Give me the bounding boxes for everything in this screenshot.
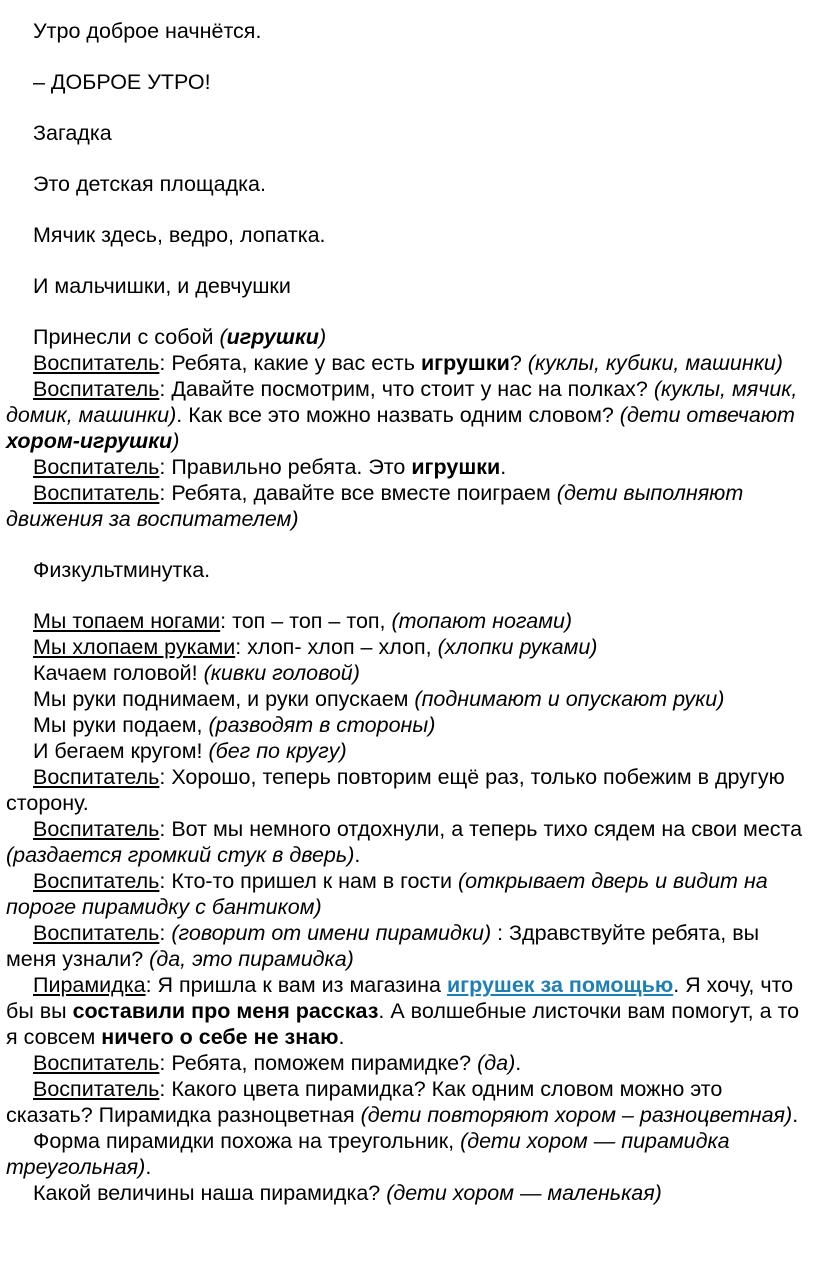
riddle-line-3: И мальчишки, и девчушки <box>33 274 291 298</box>
poem-line-6: И бегаем кругом! (бег по кругу) <box>33 739 347 763</box>
dialogue-6: Воспитатель: Вот мы немного отдохнули, а теперь тихо сядем на свои места (раздается громкий стук в дверь). <box>6 817 803 867</box>
dialogue-1: Воспитатель: Ребята, какие у вас есть игрушки? (куклы, кубики, машинки) <box>33 351 783 375</box>
dialogue-2: Воспитатель: Давайте посмотрим, что стоит у нас на полках? (куклы, мячик, домик, машинки). Как все это можно назвать одним словом? (дети отвечают хором-игрушки) <box>6 377 798 453</box>
speaker-label: Воспитатель <box>33 869 160 893</box>
riddle-heading: Загадка <box>33 121 112 145</box>
speaker-label: Воспитатель <box>33 481 160 505</box>
dialogue-5: Воспитатель: Хорошо, теперь повторим ещё раз, только побежим в другую сторону. <box>6 765 785 815</box>
speaker-label: Воспитатель <box>33 1051 160 1075</box>
section-heading: Физкультминутка. <box>33 558 211 582</box>
speaker-label: Воспитатель <box>33 817 160 841</box>
riddle-line-2: Мячик здесь, ведро, лопатка. <box>33 223 326 247</box>
intro-line-2: – ДОБРОЕ УТРО! <box>33 70 211 94</box>
intro-line-1: Утро доброе начнётся. <box>33 19 262 43</box>
speaker-label: Воспитатель <box>33 351 160 375</box>
dialogue-13: Какой величины наша пирамидка? (дети хором — маленькая) <box>33 1181 662 1205</box>
poem-line-2: Мы хлопаем руками: хлоп- хлоп – хлоп, (хлопки руками) <box>33 635 598 659</box>
speaker-label: Пирамидка <box>33 973 146 997</box>
speaker-label: Воспитатель <box>33 455 160 479</box>
riddle-line-4: Принесли с собой (игрушки) <box>33 325 327 349</box>
poem-line-3: Качаем головой! (кивки головой) <box>33 661 360 685</box>
riddle-line-1: Это детская площадка. <box>33 172 266 196</box>
speaker-label: Воспитатель <box>33 377 160 401</box>
dialogue-3: Воспитатель: Правильно ребята. Это игрушки. <box>33 455 507 479</box>
speaker-label: Воспитатель <box>33 765 160 789</box>
poem-line-1: Мы топаем ногами: топ – топ – топ, (топают ногами) <box>33 609 573 633</box>
speaker-label: Воспитатель <box>33 921 160 945</box>
dialogue-10: Воспитатель: Ребята, поможем пирамидке? (да). <box>33 1051 522 1075</box>
poem-line-5: Мы руки подаем, (разводят в стороны) <box>33 713 436 737</box>
speaker-label: Воспитатель <box>33 1077 160 1101</box>
dialogue-8: Воспитатель: (говорит от имени пирамидки) : Здравствуйте ребята, вы меня узнали? (да, это пирамидка) <box>6 921 760 971</box>
poem-line-4: Мы руки поднимаем, и руки опускаем (поднимают и опускают руки) <box>33 687 725 711</box>
dialogue-7: Воспитатель: Кто-то пришел к нам в гости (открывает дверь и видит на пороге пирамидку с бантиком) <box>6 869 768 919</box>
dialogue-11: Воспитатель: Какого цвета пирамидка? Как одним словом можно это сказать? Пирамидка разноцветная (дети повторяют хором – разноцветная). <box>6 1077 799 1127</box>
dialogue-4: Воспитатель: Ребята, давайте все вместе поиграем (дети выполняют движения за воспитателем) <box>6 481 744 531</box>
dialogue-12: Форма пирамидки похожа на треугольник, (дети хором — пирамидка треугольная). <box>6 1129 730 1179</box>
toys-link[interactable]: игрушек за помощью <box>446 973 674 997</box>
dialogue-9: Пирамидка: Я пришла к вам из магазина игрушек за помощью. Я хочу, что бы вы составили про меня рассказ. А волшебные листочки вам помогут, а то я совсем ничего о себе не знаю. <box>6 973 800 1049</box>
